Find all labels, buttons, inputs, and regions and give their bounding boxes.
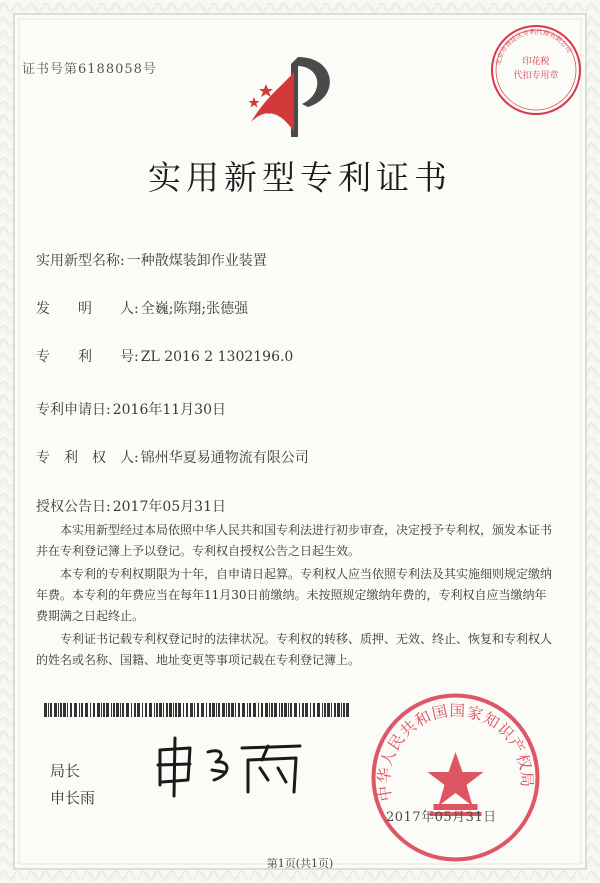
svg-text:中华人民共和国国家知识产权局: 中华人民共和国国家知识产权局 bbox=[375, 701, 536, 803]
field-patentee bbox=[36, 447, 309, 467]
seal-date: 2017年05月31日 bbox=[386, 810, 497, 825]
field-patent-number bbox=[36, 346, 293, 366]
handwritten-signature bbox=[150, 730, 310, 800]
official-seal bbox=[368, 690, 543, 865]
field-application-date bbox=[36, 399, 226, 419]
field-label: 专利申请日: bbox=[36, 402, 111, 418]
svg-text:北京市海淀区专利代理有限公司: 北京市海淀区专利代理有限公司 bbox=[494, 27, 574, 66]
stamp-duty-seal bbox=[486, 20, 586, 120]
field-value: ZL 2016 2 1302196.0 bbox=[140, 349, 294, 365]
page-footer: 第1页(共1页) bbox=[266, 857, 334, 870]
certificate-number: 证书号第6188058号 bbox=[22, 62, 157, 77]
field-grant-date bbox=[36, 496, 226, 516]
certificate-body bbox=[36, 520, 558, 671]
field-value: 一种散煤装卸作业装置 bbox=[126, 253, 267, 269]
field-label: 专 利 权 人: bbox=[36, 450, 139, 466]
field-value: 2017年05月31日 bbox=[112, 499, 226, 515]
patent-office-logo bbox=[236, 52, 346, 142]
field-inventors bbox=[36, 298, 248, 318]
field-value: 全巍;陈翔;张德强 bbox=[140, 301, 249, 317]
signatory-name: 申长雨 bbox=[50, 789, 96, 807]
body-paragraph: 本实用新型经过本局依照中华人民共和国专利法进行初步审查，决定授予专利权，颁发本证书并在专利登记簿上予以登记。专利权自授权公告之日起生效。 bbox=[36, 523, 553, 558]
svg-text:印花税: 印花税 bbox=[522, 57, 550, 67]
body-paragraph: 本专利的专利权期限为十年，自申请日起算。专利权人应当依照专利法及其实施细则规定缴纳年费。本专利的年费应当在每年11月30日前缴纳。未按照规定缴纳年费的，专利权自应当缴纳年费期满之日起终止。 bbox=[36, 567, 553, 623]
field-label: 实用新型名称: bbox=[36, 253, 125, 269]
svg-text:代扣专用章: 代扣专用章 bbox=[513, 71, 559, 81]
certificate-title: 实用新型专利证书 bbox=[148, 158, 452, 197]
field-label: 专 利 号: bbox=[36, 349, 139, 365]
field-value: 锦州华夏易通物流有限公司 bbox=[140, 450, 309, 466]
signatory-title: 局长 bbox=[50, 762, 81, 780]
field-value: 2016年11月30日 bbox=[112, 402, 226, 418]
body-paragraph: 专利证书记载专利权登记时的法律状况。专利权的转移、质押、无效、终止、恢复和专利权人的姓名或名称、国籍、地址变更等事项记载在专利登记簿上。 bbox=[36, 632, 553, 667]
field-label: 发 明 人: bbox=[36, 301, 139, 317]
field-label: 授权公告日: bbox=[36, 499, 111, 515]
field-utility-name bbox=[36, 250, 267, 270]
barcode bbox=[44, 703, 349, 717]
